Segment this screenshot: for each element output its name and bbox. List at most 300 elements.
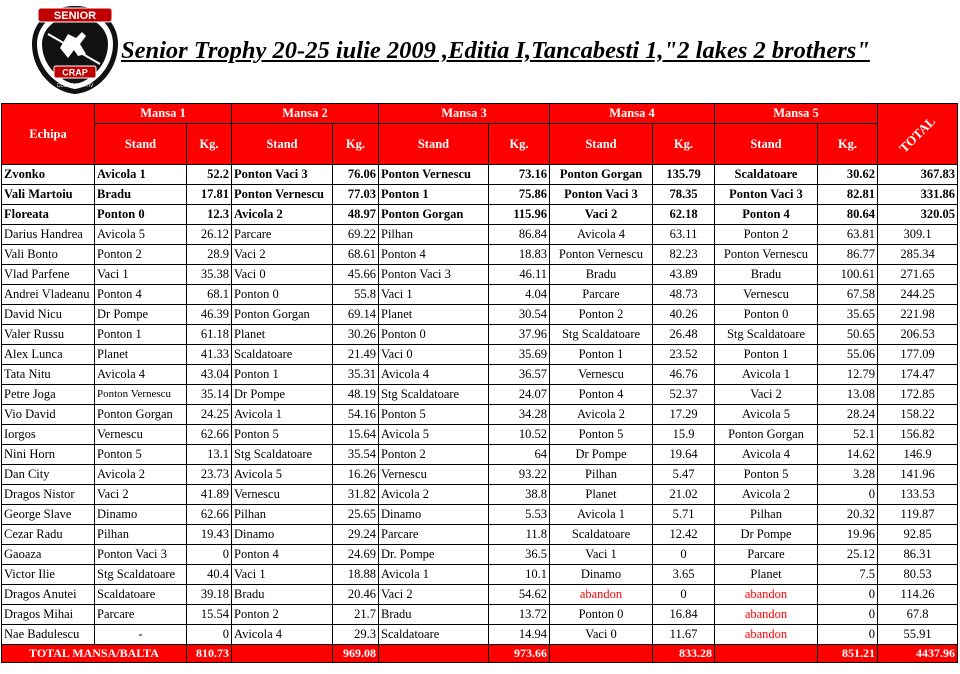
team-name-cell: Cezar Radu <box>2 525 95 545</box>
total-cell: 285.34 <box>878 245 958 265</box>
kg-cell: 12.42 <box>653 525 715 545</box>
stand-cell: Ponton 1 <box>232 365 333 385</box>
kg-cell: 7.5 <box>818 565 878 585</box>
kg-cell: 23.52 <box>653 345 715 365</box>
stand-cell: Pilhan <box>232 505 333 525</box>
total-cell: 244.25 <box>878 285 958 305</box>
table-row <box>2 345 958 365</box>
stand-cell: Dr Pompe <box>715 525 818 545</box>
stand-cell: Avicola 1 <box>95 165 187 185</box>
stand-cell: Ponton 2 <box>232 605 333 625</box>
kg-cell: 21.02 <box>653 485 715 505</box>
stand-cell: Parcare <box>715 545 818 565</box>
kg-cell: 13.72 <box>489 605 550 625</box>
kg-cell: 34.28 <box>489 405 550 425</box>
kg-cell: 39.18 <box>187 585 232 605</box>
total-cell: 221.98 <box>878 305 958 325</box>
kg-cell: 16.26 <box>333 465 379 485</box>
kg-cell: 29.3 <box>333 625 379 645</box>
stand-cell: Vaci 2 <box>550 205 653 225</box>
stand-cell: Stg Scaldatoare <box>95 565 187 585</box>
stand-cell: Ponton 5 <box>379 405 489 425</box>
team-name-cell: Dragos Nistor <box>2 485 95 505</box>
kg-cell: 12.3 <box>187 205 232 225</box>
stand-cell: Pilhan <box>95 525 187 545</box>
total-cell: 92.85 <box>878 525 958 545</box>
kg-cell: 55.8 <box>333 285 379 305</box>
stand-cell: Vaci 1 <box>550 545 653 565</box>
total-cell: 206.53 <box>878 325 958 345</box>
stand-cell: Avicola 4 <box>232 625 333 645</box>
stand-cell: Ponton 2 <box>379 445 489 465</box>
kg-cell: 14.94 <box>489 625 550 645</box>
kg-cell: 15.54 <box>187 605 232 625</box>
stand-cell: Scaldatoare <box>232 345 333 365</box>
kg-cell: 26.48 <box>653 325 715 345</box>
kg-cell: 0 <box>187 625 232 645</box>
kg-cell: 5.53 <box>489 505 550 525</box>
kg-cell: 35.31 <box>333 365 379 385</box>
stand-cell: Vaci 1 <box>95 265 187 285</box>
kg-cell: 50.65 <box>818 325 878 345</box>
stand-cell: Stg Scaldatoare <box>232 445 333 465</box>
totals-kg-5: 851.21 <box>818 645 878 663</box>
stand-cell: Avicola 4 <box>95 365 187 385</box>
kg-cell: 24.69 <box>333 545 379 565</box>
stand-cell: Ponton Vernescu <box>95 385 187 405</box>
table-row <box>2 485 958 505</box>
kg-cell: 68.61 <box>333 245 379 265</box>
team-name-cell: Vlad Parfene <box>2 265 95 285</box>
kg-cell: 30.62 <box>818 165 878 185</box>
stand-cell: Scaldatoare <box>379 625 489 645</box>
stand-cell: abandon <box>715 585 818 605</box>
stand-cell: Ponton 5 <box>232 425 333 445</box>
totals-empty <box>550 645 653 663</box>
kg-cell: 20.32 <box>818 505 878 525</box>
stand-cell: Ponton Gorgan <box>95 405 187 425</box>
kg-cell: 37.96 <box>489 325 550 345</box>
team-name-cell: George Slave <box>2 505 95 525</box>
stand-cell: Ponton 4 <box>232 545 333 565</box>
team-name-cell: Dragos Mihai <box>2 605 95 625</box>
header-stand: Stand <box>95 124 187 165</box>
table-row <box>2 245 958 265</box>
kg-cell: 38.8 <box>489 485 550 505</box>
total-cell: 146.9 <box>878 445 958 465</box>
total-cell: 86.31 <box>878 545 958 565</box>
totals-empty <box>232 645 333 663</box>
totals-row <box>2 645 958 663</box>
header-stand: Stand <box>715 124 818 165</box>
stand-cell: Avicola 1 <box>715 365 818 385</box>
table-row <box>2 325 958 345</box>
team-name-cell: Alex Lunca <box>2 345 95 365</box>
stand-cell: Ponton 4 <box>95 285 187 305</box>
totals-kg-3: 973.66 <box>489 645 550 663</box>
table-row <box>2 165 958 185</box>
stand-cell: Dinamo <box>550 565 653 585</box>
stand-cell: Avicola 2 <box>95 465 187 485</box>
stand-cell: Ponton 2 <box>550 305 653 325</box>
stand-cell: Ponton Gorgan <box>715 425 818 445</box>
kg-cell: 52.1 <box>818 425 878 445</box>
kg-cell: 48.73 <box>653 285 715 305</box>
header-round-5: Mansa 5 <box>715 104 878 124</box>
stand-cell: Dinamo <box>95 505 187 525</box>
stand-cell: Avicola 4 <box>550 225 653 245</box>
kg-cell: 3.28 <box>818 465 878 485</box>
kg-cell: 46.39 <box>187 305 232 325</box>
kg-cell: 36.57 <box>489 365 550 385</box>
kg-cell: 13.1 <box>187 445 232 465</box>
stand-cell: Ponton 0 <box>95 205 187 225</box>
stand-cell: Ponton 0 <box>550 605 653 625</box>
kg-cell: 15.64 <box>333 425 379 445</box>
stand-cell: Ponton Vaci 3 <box>379 265 489 285</box>
header-team: Echipa <box>2 104 95 165</box>
kg-cell: 21.49 <box>333 345 379 365</box>
stand-cell: Parcare <box>95 605 187 625</box>
team-name-cell: Valer Russu <box>2 325 95 345</box>
team-name-cell: Iorgos <box>2 425 95 445</box>
stand-cell: Ponton Vaci 3 <box>95 545 187 565</box>
header-round-1: Mansa 1 <box>95 104 232 124</box>
stand-cell: Ponton 4 <box>379 245 489 265</box>
stand-cell: Ponton 4 <box>715 205 818 225</box>
stand-cell: Ponton 0 <box>232 285 333 305</box>
team-name-cell: Dan City <box>2 465 95 485</box>
stand-cell: Avicola 2 <box>715 485 818 505</box>
stand-cell: Bradu <box>379 605 489 625</box>
kg-cell: 19.64 <box>653 445 715 465</box>
totals-label: TOTAL MANSA/BALTA <box>2 645 187 663</box>
kg-cell: 64 <box>489 445 550 465</box>
stand-cell: Parcare <box>232 225 333 245</box>
stand-cell: Planet <box>379 305 489 325</box>
total-cell: 80.53 <box>878 565 958 585</box>
header-total-label: TOTAL <box>896 113 939 155</box>
kg-cell: 63.81 <box>818 225 878 245</box>
kg-cell: 62.66 <box>187 505 232 525</box>
stand-cell: Ponton 1 <box>550 345 653 365</box>
kg-cell: 69.14 <box>333 305 379 325</box>
team-name-cell: Darius Handrea <box>2 225 95 245</box>
stand-cell: Scaldatoare <box>95 585 187 605</box>
kg-cell: 26.12 <box>187 225 232 245</box>
stand-cell: Vernescu <box>715 285 818 305</box>
kg-cell: 73.16 <box>489 165 550 185</box>
kg-cell: 55.06 <box>818 345 878 365</box>
stand-cell: Ponton Vaci 3 <box>232 165 333 185</box>
table-row <box>2 265 958 285</box>
kg-cell: 35.69 <box>489 345 550 365</box>
kg-cell: 35.38 <box>187 265 232 285</box>
stand-cell: Parcare <box>379 525 489 545</box>
senior-crap-logo-icon <box>30 4 120 96</box>
stand-cell: Avicola 2 <box>232 205 333 225</box>
totals-kg-2: 969.08 <box>333 645 379 663</box>
kg-cell: 40.4 <box>187 565 232 585</box>
stand-cell: Dinamo <box>379 505 489 525</box>
stand-cell: Ponton 2 <box>95 245 187 265</box>
table-row <box>2 505 958 525</box>
stand-cell: Ponton Vernescu <box>715 245 818 265</box>
stand-cell: Dr Pompe <box>550 445 653 465</box>
team-name-cell: Petre Joga <box>2 385 95 405</box>
stand-cell: Ponton 4 <box>550 385 653 405</box>
kg-cell: 11.8 <box>489 525 550 545</box>
team-name-cell: Floreata <box>2 205 95 225</box>
table-row <box>2 225 958 245</box>
header-round-4: Mansa 4 <box>550 104 715 124</box>
kg-cell: 13.08 <box>818 385 878 405</box>
stand-cell: Ponton 1 <box>379 185 489 205</box>
total-cell: 271.65 <box>878 265 958 285</box>
kg-cell: 40.26 <box>653 305 715 325</box>
stand-cell: Planet <box>550 485 653 505</box>
kg-cell: 23.73 <box>187 465 232 485</box>
kg-cell: 11.67 <box>653 625 715 645</box>
kg-cell: 46.76 <box>653 365 715 385</box>
results-table <box>1 103 958 663</box>
kg-cell: 54.16 <box>333 405 379 425</box>
kg-cell: 5.47 <box>653 465 715 485</box>
kg-cell: 67.58 <box>818 285 878 305</box>
kg-cell: 115.96 <box>489 205 550 225</box>
stand-cell: Avicola 1 <box>550 505 653 525</box>
table-row <box>2 625 958 645</box>
stand-cell: Planet <box>95 345 187 365</box>
stand-cell: Ponton 2 <box>715 225 818 245</box>
kg-cell: 80.64 <box>818 205 878 225</box>
header-stand: Stand <box>379 124 489 165</box>
kg-cell: 0 <box>187 545 232 565</box>
stand-cell: Bradu <box>95 185 187 205</box>
kg-cell: 24.25 <box>187 405 232 425</box>
table-row <box>2 565 958 585</box>
table-row <box>2 285 958 305</box>
stand-cell: abandon <box>715 625 818 645</box>
kg-cell: 41.89 <box>187 485 232 505</box>
svg-text:SENIOR: SENIOR <box>53 10 97 22</box>
header-total <box>878 104 958 165</box>
table-row <box>2 525 958 545</box>
kg-cell: 46.11 <box>489 265 550 285</box>
kg-cell: 82.23 <box>653 245 715 265</box>
stand-cell: Ponton 1 <box>715 345 818 365</box>
totals-kg-1: 810.73 <box>187 645 232 663</box>
stand-cell: Parcare <box>550 285 653 305</box>
kg-cell: 29.24 <box>333 525 379 545</box>
team-name-cell: Zvonko <box>2 165 95 185</box>
table-row <box>2 585 958 605</box>
total-cell: 174.47 <box>878 365 958 385</box>
header-kg: Kg. <box>489 124 550 165</box>
kg-cell: 0 <box>818 585 878 605</box>
stand-cell: Vaci 2 <box>95 485 187 505</box>
stand-cell: Ponton Vernescu <box>550 245 653 265</box>
table-row <box>2 305 958 325</box>
team-name-cell: Nini Horn <box>2 445 95 465</box>
kg-cell: 25.65 <box>333 505 379 525</box>
kg-cell: 75.86 <box>489 185 550 205</box>
stand-cell: Avicola 1 <box>232 405 333 425</box>
stand-cell: Vernescu <box>550 365 653 385</box>
stand-cell: Avicola 5 <box>95 225 187 245</box>
stand-cell: Vaci 0 <box>550 625 653 645</box>
total-cell: 331.86 <box>878 185 958 205</box>
stand-cell: Ponton 5 <box>95 445 187 465</box>
kg-cell: 48.97 <box>333 205 379 225</box>
header-kg: Kg. <box>818 124 878 165</box>
kg-cell: 0 <box>653 585 715 605</box>
kg-cell: 19.43 <box>187 525 232 545</box>
kg-cell: 14.62 <box>818 445 878 465</box>
stand-cell: Ponton Gorgan <box>379 205 489 225</box>
stand-cell: Ponton Vaci 3 <box>715 185 818 205</box>
kg-cell: 77.03 <box>333 185 379 205</box>
stand-cell: Stg Scaldatoare <box>715 325 818 345</box>
kg-cell: 52.2 <box>187 165 232 185</box>
kg-cell: 69.22 <box>333 225 379 245</box>
kg-cell: 63.11 <box>653 225 715 245</box>
table-row <box>2 385 958 405</box>
stand-cell: Scaldatoare <box>715 165 818 185</box>
kg-cell: 76.06 <box>333 165 379 185</box>
kg-cell: 35.14 <box>187 385 232 405</box>
header-round-3: Mansa 3 <box>379 104 550 124</box>
stand-cell: Ponton Vernescu <box>232 185 333 205</box>
kg-cell: 100.61 <box>818 265 878 285</box>
kg-cell: 15.9 <box>653 425 715 445</box>
stand-cell: Avicola 2 <box>379 485 489 505</box>
team-name-cell: Victor Ilie <box>2 565 95 585</box>
stand-cell: Dr Pompe <box>95 305 187 325</box>
kg-cell: 48.19 <box>333 385 379 405</box>
kg-cell: 28.24 <box>818 405 878 425</box>
total-cell: 320.05 <box>878 205 958 225</box>
kg-cell: 17.29 <box>653 405 715 425</box>
kg-cell: 86.77 <box>818 245 878 265</box>
kg-cell: 0 <box>818 625 878 645</box>
stand-cell: Avicola 4 <box>715 445 818 465</box>
page-header <box>0 0 960 103</box>
stand-cell: Pilhan <box>715 505 818 525</box>
kg-cell: 18.83 <box>489 245 550 265</box>
stand-cell: Dinamo <box>232 525 333 545</box>
kg-cell: 10.52 <box>489 425 550 445</box>
stand-cell: Vaci 2 <box>232 245 333 265</box>
table-row <box>2 185 958 205</box>
total-cell: 309.1 <box>878 225 958 245</box>
kg-cell: 68.1 <box>187 285 232 305</box>
kg-cell: 62.66 <box>187 425 232 445</box>
stand-cell: Avicola 4 <box>379 365 489 385</box>
stand-cell: Ponton Vaci 3 <box>550 185 653 205</box>
stand-cell: Ponton 1 <box>95 325 187 345</box>
kg-cell: 0 <box>653 545 715 565</box>
table-row <box>2 445 958 465</box>
stand-cell: Vernescu <box>379 465 489 485</box>
kg-cell: 135.79 <box>653 165 715 185</box>
stand-cell: Bradu <box>550 265 653 285</box>
team-name-cell: Vali Martoiu <box>2 185 95 205</box>
kg-cell: 24.07 <box>489 385 550 405</box>
team-name-cell: Tata Nitu <box>2 365 95 385</box>
page-title: Senior Trophy 20-25 iulie 2009 ,Editia I,Tancabesti 1,"2 lakes 2 brothers" <box>121 37 870 64</box>
stand-cell: Ponton 5 <box>715 465 818 485</box>
stand-cell: Avicola 5 <box>379 425 489 445</box>
stand-cell: Bradu <box>715 265 818 285</box>
stand-cell: Dr. Pompe <box>379 545 489 565</box>
table-row <box>2 465 958 485</box>
stand-cell: Ponton Vernescu <box>379 165 489 185</box>
stand-cell: abandon <box>550 585 653 605</box>
kg-cell: 17.81 <box>187 185 232 205</box>
stand-cell: Avicola 5 <box>232 465 333 485</box>
total-cell: 158.22 <box>878 405 958 425</box>
kg-cell: 43.04 <box>187 365 232 385</box>
stand-cell: Planet <box>715 565 818 585</box>
total-cell: 114.26 <box>878 585 958 605</box>
stand-cell: Stg Scaldatoare <box>379 385 489 405</box>
kg-cell: 43.89 <box>653 265 715 285</box>
stand-cell: - <box>95 625 187 645</box>
stand-cell: Avicola 2 <box>550 405 653 425</box>
total-cell: 67.8 <box>878 605 958 625</box>
team-name-cell: Gaoaza <box>2 545 95 565</box>
kg-cell: 5.71 <box>653 505 715 525</box>
table-row <box>2 545 958 565</box>
stand-cell: Vaci 2 <box>379 585 489 605</box>
stand-cell: Vaci 1 <box>232 565 333 585</box>
kg-cell: 86.84 <box>489 225 550 245</box>
kg-cell: 93.22 <box>489 465 550 485</box>
kg-cell: 16.84 <box>653 605 715 625</box>
stand-cell: Bradu <box>232 585 333 605</box>
total-cell: 172.85 <box>878 385 958 405</box>
totals-empty <box>379 645 489 663</box>
kg-cell: 19.96 <box>818 525 878 545</box>
table-row <box>2 405 958 425</box>
team-name-cell: Dragos Anutei <box>2 585 95 605</box>
table-row <box>2 605 958 625</box>
kg-cell: 25.12 <box>818 545 878 565</box>
team-name-cell: David Nicu <box>2 305 95 325</box>
stand-cell: Pilhan <box>550 465 653 485</box>
totals-empty <box>715 645 818 663</box>
stand-cell: Ponton 5 <box>550 425 653 445</box>
stand-cell: Avicola 1 <box>379 565 489 585</box>
total-cell: 55.91 <box>878 625 958 645</box>
kg-cell: 52.37 <box>653 385 715 405</box>
stand-cell: Vaci 1 <box>379 285 489 305</box>
kg-cell: 82.81 <box>818 185 878 205</box>
kg-cell: 31.82 <box>333 485 379 505</box>
table-row <box>2 205 958 225</box>
team-name-cell: Vali Bonto <box>2 245 95 265</box>
kg-cell: 18.88 <box>333 565 379 585</box>
svg-text:CLUB SPORTIV: CLUB SPORTIV <box>56 83 94 89</box>
total-cell: 367.83 <box>878 165 958 185</box>
header-kg: Kg. <box>653 124 715 165</box>
stand-cell: Ponton 0 <box>379 325 489 345</box>
stand-cell: Dr Pompe <box>232 385 333 405</box>
stand-cell: Vaci 2 <box>715 385 818 405</box>
stand-cell: Pilhan <box>379 225 489 245</box>
kg-cell: 3.65 <box>653 565 715 585</box>
